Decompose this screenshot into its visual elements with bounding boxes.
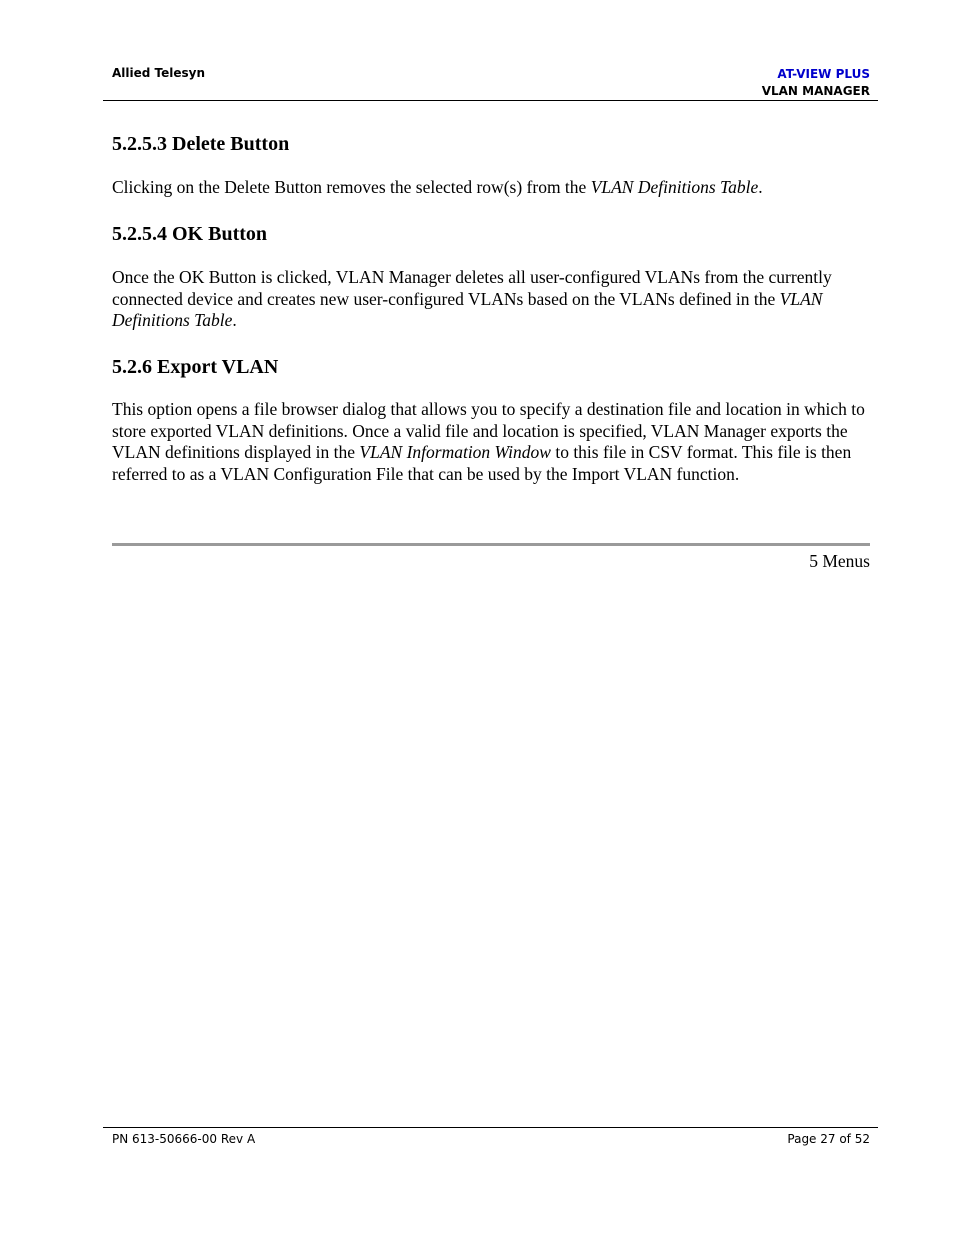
section-paragraph-delete-button xyxy=(112,177,763,199)
part-number: PN 613-50666-00 Rev A xyxy=(112,1132,256,1146)
page-footer xyxy=(103,1127,878,1158)
paragraph-text: to this file in CSV format. This file is then referred to as a VLAN Configuration File that can be used by the Import VLAN function. xyxy=(112,442,852,485)
section-divider xyxy=(112,543,870,546)
product-name: AT-VIEW PLUS xyxy=(777,67,870,81)
paragraph-text: . xyxy=(758,177,763,197)
paragraph-italic-ref: VLAN Information Window xyxy=(359,442,551,463)
header-product-block xyxy=(762,66,870,100)
paragraph-text: . xyxy=(232,310,237,331)
paragraph-text: This option opens a file browser dialog that allows you to specify a destination file and location in which to store exported VLAN definitions. Once a valid file and location is specified, VLAN Manager exports the VLAN definitions displayed in the xyxy=(112,399,865,463)
section-heading-ok-button: 5.2.5.4 OK Button xyxy=(112,223,268,245)
page-header xyxy=(103,64,878,101)
section-heading-export-vlan: 5.2.6 Export VLAN xyxy=(112,356,279,378)
chapter-label: 5 Menus xyxy=(809,551,870,571)
paragraph-text: Once the OK Button is clicked, VLAN Manager deletes all user-configured VLANs from the currently connected device and creates new user-configured VLANs based on the VLANs defined in the xyxy=(112,267,832,309)
company-name: Allied Telesyn xyxy=(112,66,206,80)
module-name: VLAN MANAGER xyxy=(761,84,870,98)
paragraph-italic-ref: VLAN Definitions Table xyxy=(112,288,823,331)
section-paragraph-export-vlan xyxy=(112,399,872,486)
section-paragraph-ok-button xyxy=(112,267,872,332)
section-heading-delete-button: 5.2.5.3 Delete Button xyxy=(112,133,290,155)
paragraph-text: Clicking on the Delete Button removes the selected row(s) from the xyxy=(112,177,591,197)
page-number: Page 27 of 52 xyxy=(787,1132,870,1146)
paragraph-italic-ref: VLAN Definitions Table xyxy=(590,177,759,197)
